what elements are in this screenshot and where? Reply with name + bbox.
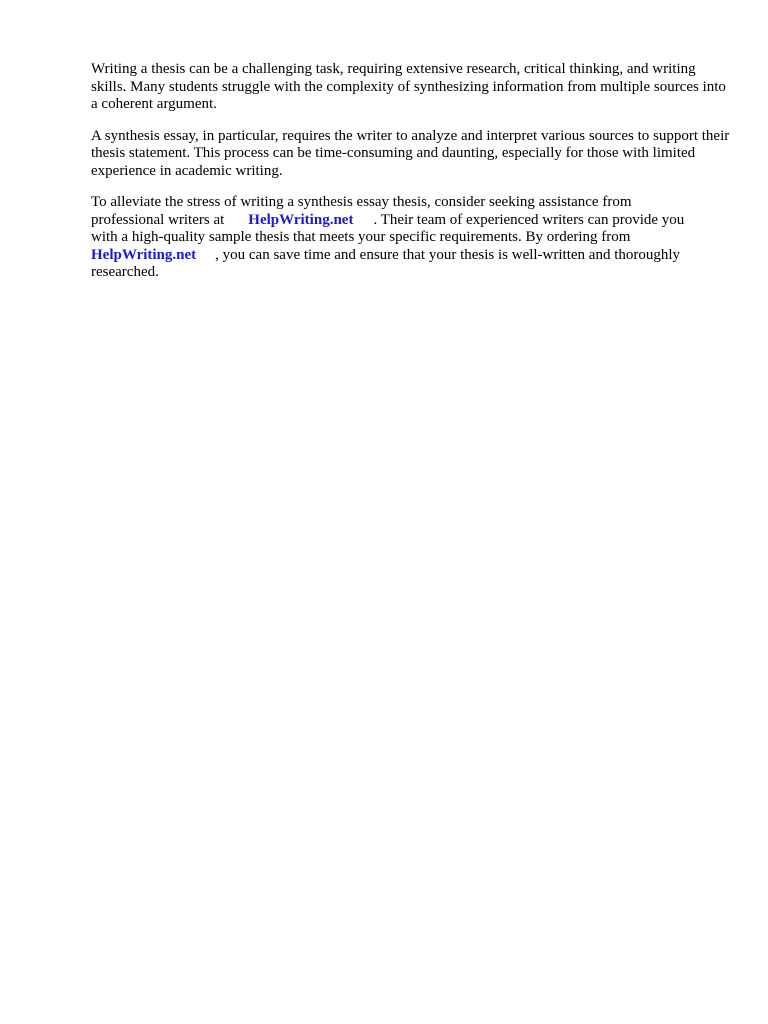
- document-body: [91, 61, 731, 296]
- paragraph-3-text-c: , you can save time and ensure that your thesis is well-written and thoroughly researched.: [91, 246, 681, 280]
- paragraph-1: Writing a thesis can be a challenging task, requiring extensive research, critical thinking, and writing skills. Many students struggle with the complexity of synthesizing information from multiple sources into a coherent argument.: [91, 61, 726, 112]
- paragraph-3-text-b: . Their team of experienced writers can provide you with a high-quality sample thesis that meets your specific requirements. By ordering from: [91, 211, 685, 245]
- paragraph-3-line-1: To alleviate the stress of writing a synthesis essay thesis, consider seeking assistance from: [91, 194, 632, 210]
- paragraph-2: A synthesis essay, in particular, requires the writer to analyze and interpret various sources to support their thesis statement. This process can be time-consuming and daunting, especially for those with limited experience in academic writing.: [91, 127, 730, 179]
- helpwriting-link-1[interactable]: HelpWriting.net: [248, 211, 354, 228]
- paragraph-3-text-a: professional writers at: [91, 211, 225, 228]
- paragraph-3: [91, 194, 731, 282]
- helpwriting-link-2[interactable]: HelpWriting.net: [91, 246, 197, 263]
